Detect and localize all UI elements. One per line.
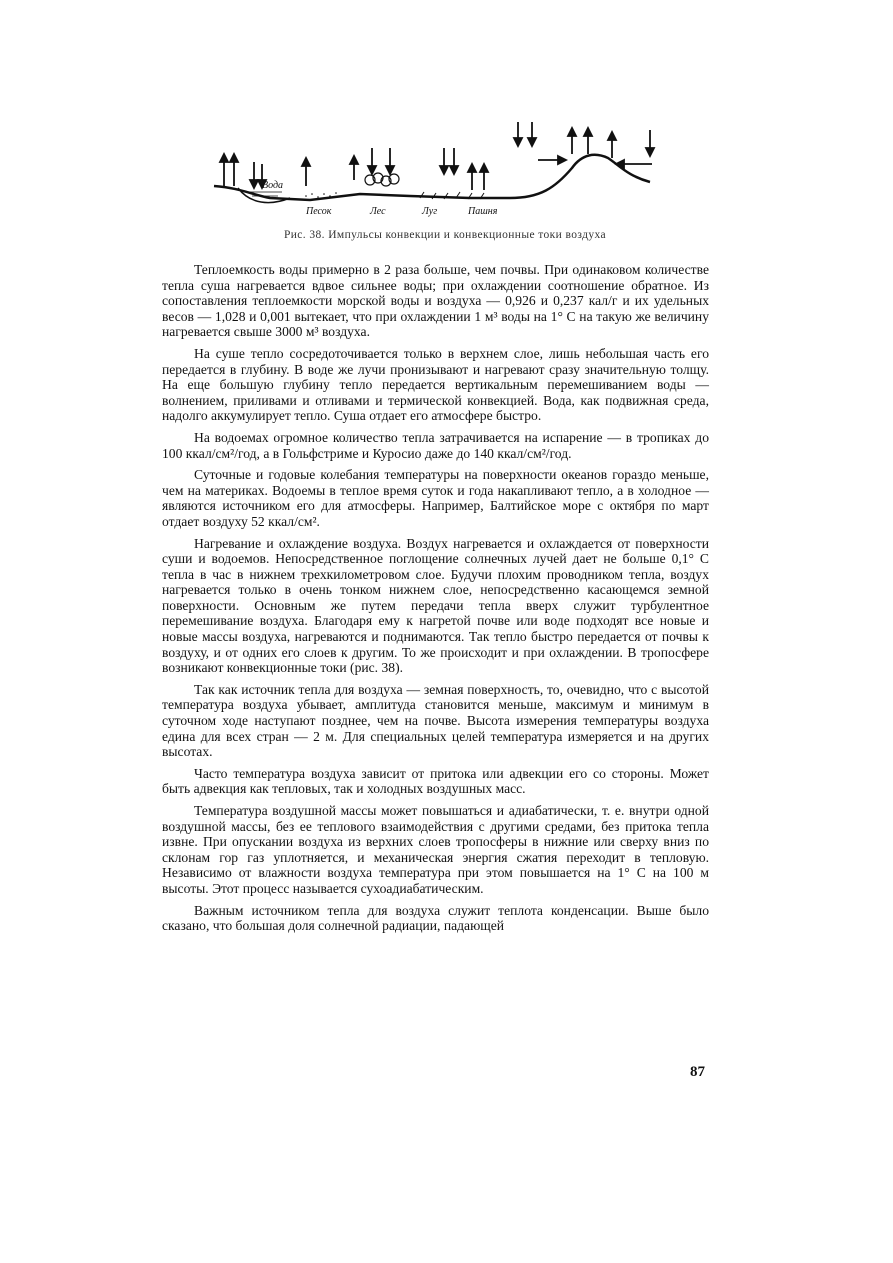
ground-line bbox=[214, 155, 650, 200]
paragraph: Теплоемкость воды примерно в 2 раза больше, чем почвы. При одинаковом количестве тепла суша нагревается вдвое сильнее воды; при охлаждении соотношение обратное. Из сопоставления теплоемкости морской воды и воздуха — 0,926 и 0,237 кал/г и их удельных весов — 1,028 и 0,001 вытекает, что при охлаждении 1 м³ воды на 1° С на такую же величину нагревается свыше 3000 м³ воздуха. bbox=[162, 262, 709, 340]
paragraph: На суше тепло сосредоточивается только в верхнем слое, лишь небольшая часть его передается в глубину. В воде же лучи пронизывают и нагревают сразу значительную толщу. На еще большую глубину тепло передается вертикальным перемешиванием воды — волнением, приливами и отливами и термической конвекцией. Вода, как подвижная среда, надолго аккумулирует тепло. Суша отдает его атмосфере быстро. bbox=[162, 345, 709, 424]
horizontal-arrows bbox=[538, 156, 652, 168]
label-sand: Песок bbox=[306, 206, 332, 217]
page-number: 87 bbox=[690, 1064, 705, 1080]
figure-caption: Рис. 38. Импульсы конвекции и конвекционные токи воздуха bbox=[283, 229, 607, 241]
paragraph: На водоемах огромное количество тепла затрачивается на испарение — в тропиках до 100 ккал/см²/год, а в Гольфстриме и Куросио даже до 140 ккал/см²/год. bbox=[162, 429, 709, 461]
label-field: Пашня bbox=[468, 206, 498, 217]
convection-figure bbox=[210, 118, 680, 228]
convection-diagram bbox=[210, 118, 680, 228]
label-water: Вода bbox=[262, 180, 284, 191]
paragraph: Важным источником тепла для воздуха служит теплота конденсации. Выше было сказано, что большая доля солнечной радиации, падающей bbox=[162, 902, 709, 934]
paragraph: Суточные и годовые колебания температуры на поверхности океанов гораздо меньше, чем на материках. Водоемы в теплое время суток и года накапливают тепло, а в холодное — являются источником его для атмосферы. Например, Балтийское море с октября по март отдает воздуху 52 ккал/см². bbox=[162, 467, 709, 529]
forest-trees bbox=[365, 173, 399, 186]
label-forest: Лес bbox=[370, 206, 386, 217]
label-meadow: Луг bbox=[422, 206, 438, 217]
paragraph: Так как источник тепла для воздуха — земная поверхность, то, очевидно, что с высотой температура воздуха убывает, амплитуда становится меньше, максимум и минимум в суточном ходе наступают позднее, чем на почве. Высота измерения температуры воздуха едина для всех стран — 2 м. Для специальных целей температура измеряется и на других высотах. bbox=[162, 681, 709, 760]
paragraph: Нагревание и охлаждение воздуха. Воздух нагревается и охлаждается от поверхности суши и водоемов. Непосредственное поглощение солнечных лучей дает не больше 0,1° С тепла в час в нижнем трехкилометровом слое. Будучи плохим проводником тепла, воздух нагревается только в очень тонком нижнем слое, непосредственно касающемся земной поверхности. Основным же путем передачи тепла вверх служит турбулентное перемешивание воздуха. Благодаря ему к нагретой почве или воде подходят все новые и новые массы воздуха, нагреваются и поднимаются. Так тепло быстро передается от почвы к воздуху, и от одних его слоев к другим. То же происходит и при охлаждении. В тропосфере возникают конвекционные токи (рис. 38). bbox=[162, 535, 709, 676]
body-text bbox=[162, 262, 709, 940]
paragraph: Температура воздушной массы может повышаться и адиабатически, т. е. внутри одной воздушной массы, без ее теплового взаимодействия с другими средами, без притока тепла извне. При опускании воздуха из верхних слоев тропосферы в нижние или сверху вниз по склонам гор газ уплотняется, и механическая энергия сжатия переходит в тепловую. Независимо от влажности воздуха температура при этом повышается на 1° С на 100 м высоты. Этот процесс называется сухоадиабатическим. bbox=[162, 803, 709, 896]
paragraph: Часто температура воздуха зависит от притока или адвекции его со стороны. Может быть адвекция как тепловых, так и холодных воздушных масс. bbox=[162, 765, 709, 797]
